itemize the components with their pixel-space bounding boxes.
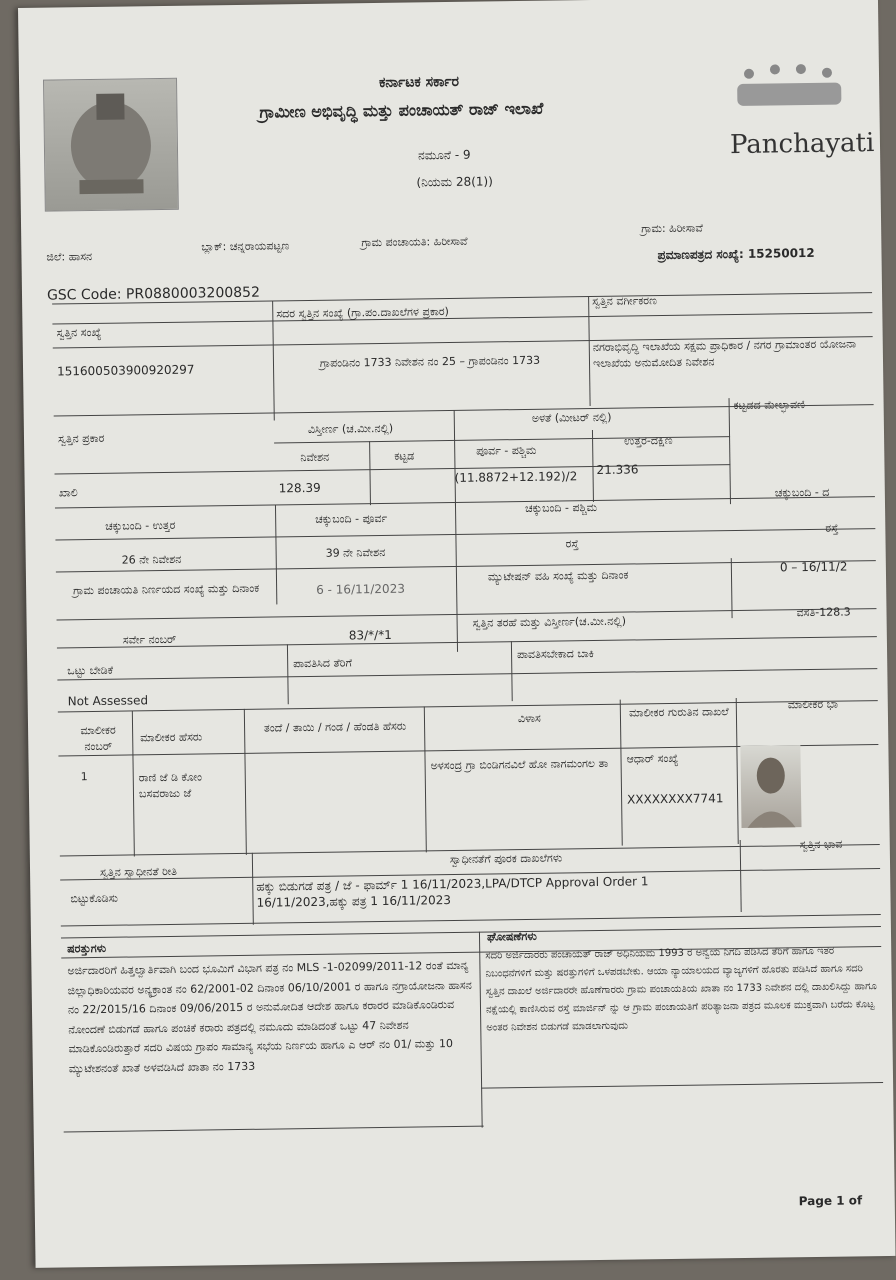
ownership-docs: ಹಕ್ಕು ಬಿಡುಗಡೆ ಪತ್ರ / ಜೆ - ಫಾರ್ಮ್ 1 16/11/2023,LPA/DTCP Approval Order 1 16/11/2023,ಹಕ್ಕು ಪತ್ರ 1 16/11/2023 [256,874,649,910]
header-site: ನಿವೇಶನ [300,450,330,465]
header-owner-photo: ಮಾಲೀಕರ ಭಾ [787,697,839,712]
owner-address: ಅಳಸಂದ್ರ ಗ್ರಾ ಬಿಂಡಿಗನವಿಲೆ ಹೋ ನಾಗಮಂಗಲ ತಾ [430,756,609,773]
mutation-value: 0 – 16/11/2 [779,559,848,575]
form-number: ನಮೂನೆ - 9 [417,147,471,163]
owner-number: 1 [80,770,88,784]
govt-title: ಕರ್ನಾಟಕ ಸರ್ಕಾರ [378,73,460,91]
district: ಜಿಲೆ: ಹಾಸನ [46,249,93,264]
header-measurement: ಅಳತೆ (ಮೀಟರ್ ನಲ್ಲಿ) [531,410,612,425]
conditions-text: ಅರ್ಜಿದಾರರಿಗೆ ಹಿತ್ತಲ್ವಾರ್ತಿವಾಗಿ ಬಂದ ಭೂಮಿಗೆ ವಿಭಾಗ ಪತ್ರ ನಂ MLS -1-02099/2011-12 ರಂತೆ ಮಾನ್ಯ ಜಿಲ್ಲಾಧಿಕಾರಿಯವರ ಅನ್ಯಕ್ರಾಂತ ನಂ 62/2001-02 ದಿನಾಂಕ 06/10/2001 ರ ಹಾಗೂ ನಗ್ರಾಯೋಜನಾ ಹಾಸನ ನಂ 22/2015/16 ದಿನಾಂಕ 09/06/2015 ರ ಅನುಮೋದಿತ ಆದೇಶ ಹಾಗೂ ಕರಾರರ ಮಾಡಿಕೊಂಡಿರುವ ನೋಂದಣೆ ಬಿಡುಗಡೆ ಹಾಗೂ ಪಂಚಿಕೆ ಕರಾರು ಪತ್ರದಲ್ಲಿ ನಮೂದು ಮಾಡಿದಂತೆ ಒಟ್ಟು 47 ನಿವೇಶನ ಮಾಡಿಕೊಂಡಿರುತ್ತಾರೆ ಸದರಿ ವಿಷಯ ಗ್ರಾಪಂ ಸಾಮಾನ್ಯ ಸಭೆಯ ನಿರ್ಣಯ ಹಾಗೂ ಎ ಆರ್ ನಂ 01/ ಮತ್ತು 10 ಮ್ಯುಟೇಶನಂತೆ ಖಾತೆ ಅಳವಡಿಸಿದೆ ಖಾತಾ ನಂ 1733 [67,958,472,1075]
property-nature-label: ಸ್ವತ್ತಿನ ತರಹೆ ಮತ್ತು ವಿಸ್ತೀರ್ಣ(ಚ.ಮೀ.ನಲ್ಲಿ) [472,614,627,630]
certificate-number: ಪ್ರಮಾಣಪತ್ರದ ಸಂಖ್ಯೆ: 15250012 [657,245,815,263]
header-property-type: ಸ್ವತ್ತಿನ ಪ್ರಕಾರ [57,431,105,446]
boundary-east: 39 ನೇ ನಿವೇಶನ [325,545,386,560]
owner-name: ರಾಣಿ ಜೆ ಡಿ ಕೋಂ ಬಸವರಾಜು ಜೆ [138,770,203,801]
header-area: ವಿಸ್ತೀರ್ಣ (ಚ.ಮೀ.ನಲ್ಲಿ) [307,421,394,436]
header-property-photo: ಸ್ವತ್ತಿನ ಭಾವ [799,837,843,852]
property-id: 151600503900920297 [56,362,195,379]
owner-id-type: ಆಧಾರ್ ಸಂಖ್ಯೆ [626,751,679,766]
header-owner-id: ಮಾಲೀಕರ ಗುರುತಿನ ದಾಖಲೆ [629,705,729,720]
karnataka-emblem-icon [43,78,179,212]
boundary-north: 26 ನೇ ನಿವೇಶನ [121,552,182,567]
header-north-south: ಉತ್ತರ-ದಕ್ಷಿಣ [624,433,673,448]
dept-title: ಗ್ರಾಮೀಣ ಅಭಿವೃದ್ಧಿ ಮತ್ತು ಪಂಚಾಯತ್ ರಾಜ್ ಇಲಾಖೆ [259,98,544,122]
rule-number: (ನಿಯಮ 28(1)) [416,174,493,190]
header-classification: ಸ್ವತ್ತಿನ ವರ್ಗೀಕರಣ [592,294,657,309]
boundary-west: ರಸ್ತೆ [565,537,579,551]
property-classification: ನಗರಾಭಿವೃದ್ಧಿ ಇಲಾಖೆಯ ಸಕ್ಷಮ ಪ್ರಾಧಿಕಾರ / ನಗರ ಗ್ರಾಮಾಂತರ ಯೋಜನಾ ಇಲಾಖೆಯ ಅನುಮೋದಿತ ನಿವೇಶನ [592,337,857,371]
owner-photo [740,745,801,828]
property-nature-value: ವಸತಿ-128.3 [796,605,851,620]
declarations-heading: ಘೋಷಣೆಗಳು [486,929,537,944]
document-page [18,0,896,1268]
north-south-measure: 21.336 [596,462,639,477]
header-east-west: ಪೂರ್ವ - ಪಶ್ಚಿಮ [476,443,537,458]
header-boundary-west: ಚಕ್ಕುಬಂದಿ - ಪಶ್ಚಿಮ [524,500,598,515]
header-tax-due: ಪಾವತಿಸಬೇಕಾದ ಬಾಕಿ [516,647,594,662]
resolution-label: ಗ್ರಾಮ ಪಂಚಾಯತಿ ನಿರ್ಣಯದ ಸಂಖ್ಯೆ ಮತ್ತು ದಿನಾಂಕ [73,581,260,598]
declarations-text: ಸದರಿ ಅರ್ಜಿದಾರರು ಪಂಚಾಯತ್ ರಾಜ್ ಅಧಿನಿಯಮ 1993 ರ ಅನ್ವಯ ನಿಗದಿ ಪಡಿಸಿದ ತೆರಿಗೆ ಹಾಗೂ ಇತರ ನಿಬಂಧನೆಗಳಿಗೆ ಮತ್ತು ಷರತ್ತುಗಳಿಗೆ ಒಳಪಡಬೇಕು. ಆಯಾ ನ್ಯಾಯಾಲಯದ ವ್ಯಾಜ್ಯಗಳಿಗೆ ಹೊರತು ಪಡಿಸಿದೆ ಹಾಗೂ ಸದರಿ ಸ್ವತ್ತಿನ ದಾಖಲೆ ಅರ್ಜಿದಾರರೇ ಹೊಣೆಗಾರರು ಗ್ರಾಮ ಪಂಚಾಯತಿಯ ಖಾತಾ ನಂ 1733 ನಿವೇಶನ ದಲ್ಲಿ ದಾಖಲಿಸಿದ್ದು ಹಾಗೂ ನಕ್ಷೆಯಲ್ಲಿ ಕಾಣಿಸಿರುವ ರಸ್ತೆ ಮಾರ್ಜಿನ್ ನ್ನು ಆ ಗ್ರಾಮ ಪಂಚಾಯತಿಗೆ ಪರಿತ್ಯಾಜನಾ ಪತ್ರದ ಮೂಲಕ ಮುಕ್ತವಾಗಿ ಬರೆದು ಕೊಟ್ಟ ಅಂತರ ನಿವೇಶನ ಬಿಡುಗಡೆ ಮಾಡಲಾಗುವುದು [485,945,877,1034]
village: ಗ್ರಾಮ: ಹಿರೀಸಾವೆ [641,221,703,236]
sadara-number: ಗ್ರಾಪಂಡಿನಂ 1733 ನಿವೇಶನ ನಂ 25 – ಗ್ರಾಪಂಡಿನಂ 1733 [319,353,541,370]
header-boundary-east: ಚಕ್ಕುಬಂದಿ - ಪೂರ್ವ [315,511,388,526]
panchayati-logo-icon [729,58,850,120]
header-property-id: ಸ್ವತ್ತಿನ ಸಂಖ್ಯೆ [56,325,102,340]
page-number: Page 1 of [798,1193,863,1209]
resolution-value: 6 - 16/11/2023 [316,581,406,597]
property-type: ಖಾಲಿ [58,486,78,500]
ownership-method: ಬಿಟ್ಟುಕೊಡಿಸು [70,891,119,906]
mutation-label: ಮ್ಯುಟೇಷನ್ ವಹಿ ಸಂಖ್ಯೆ ಮತ್ತು ದಿನಾಂಕ [487,568,629,584]
header-total-demand: ಒಟ್ಟು ಬೇಡಿಕೆ [67,663,114,678]
header-sadara: ಸದರ ಸ್ವತ್ತಿನ ಸಂಖ್ಯೆ (ಗ್ರಾ.ಪಂ.ದಾಖಲೆಗಳ ಪ್ರಕಾರ) [276,305,449,321]
header-relation: ತಂದೆ / ತಾಯಿ / ಗಂಡ / ಹೆಂಡತಿ ಹೆಸರು [263,719,407,735]
survey-label: ಸರ್ವೇ ನಂಬರ್ [122,632,177,647]
panchayati-brand: Panchayati [729,128,875,161]
site-area: 128.39 [278,480,321,496]
header-boundary-north: ಚಕ್ಕುಬಂದಿ - ಉತ್ತರ [105,518,176,533]
boundary-south: ರಸ್ತೆ [825,521,839,535]
header-floor: ಕಟ್ಟಡದ ಮೇಲ್ಛಾವಣಿ [733,398,806,413]
gsc-code: GSC Code: PR0880003200852 [46,284,261,304]
total-demand: Not Assessed [67,693,149,709]
conditions-heading: ಷರತ್ತುಗಳು [67,941,107,956]
header-building: ಕಟ್ಟಡ [394,449,415,463]
header-owner-number: ಮಾಲೀಕರ ನಂಬರ್ [80,723,116,754]
header-tax-paid: ಪಾವತಿಸಿದ ತೆರಿಗೆ [293,656,353,671]
gram-panchayat: ಗ್ರಾಮ ಪಂಚಾಯತಿ: ಹಿರೀಸಾವೆ [361,234,468,250]
block: ಬ್ಲಾಕ್: ಚನ್ನರಾಯಪಟ್ಟಣ [201,239,290,254]
header-owner-name: ಮಾಲೀಕರ ಹೆಸರು [140,730,203,745]
header-ownership-docs: ಸ್ವಾಧೀನತೆಗೆ ಪೂರಕ ದಾಖಲೆಗಳು [449,851,563,867]
owner-id-value: XXXXXXXX7741 [627,791,724,807]
survey-value: 83/*/*1 [348,627,392,643]
header-boundary-south: ಚಕ್ಕುಬಂದಿ - ದ [774,485,830,500]
east-west-measure: (11.8872+12.192)/2 [454,469,578,485]
header-address: ವಿಳಾಸ [517,711,541,726]
header-ownership-method: ಸ್ವತ್ತಿನ ಸ್ವಾಧೀನತೆ ರೀತಿ [99,864,178,879]
